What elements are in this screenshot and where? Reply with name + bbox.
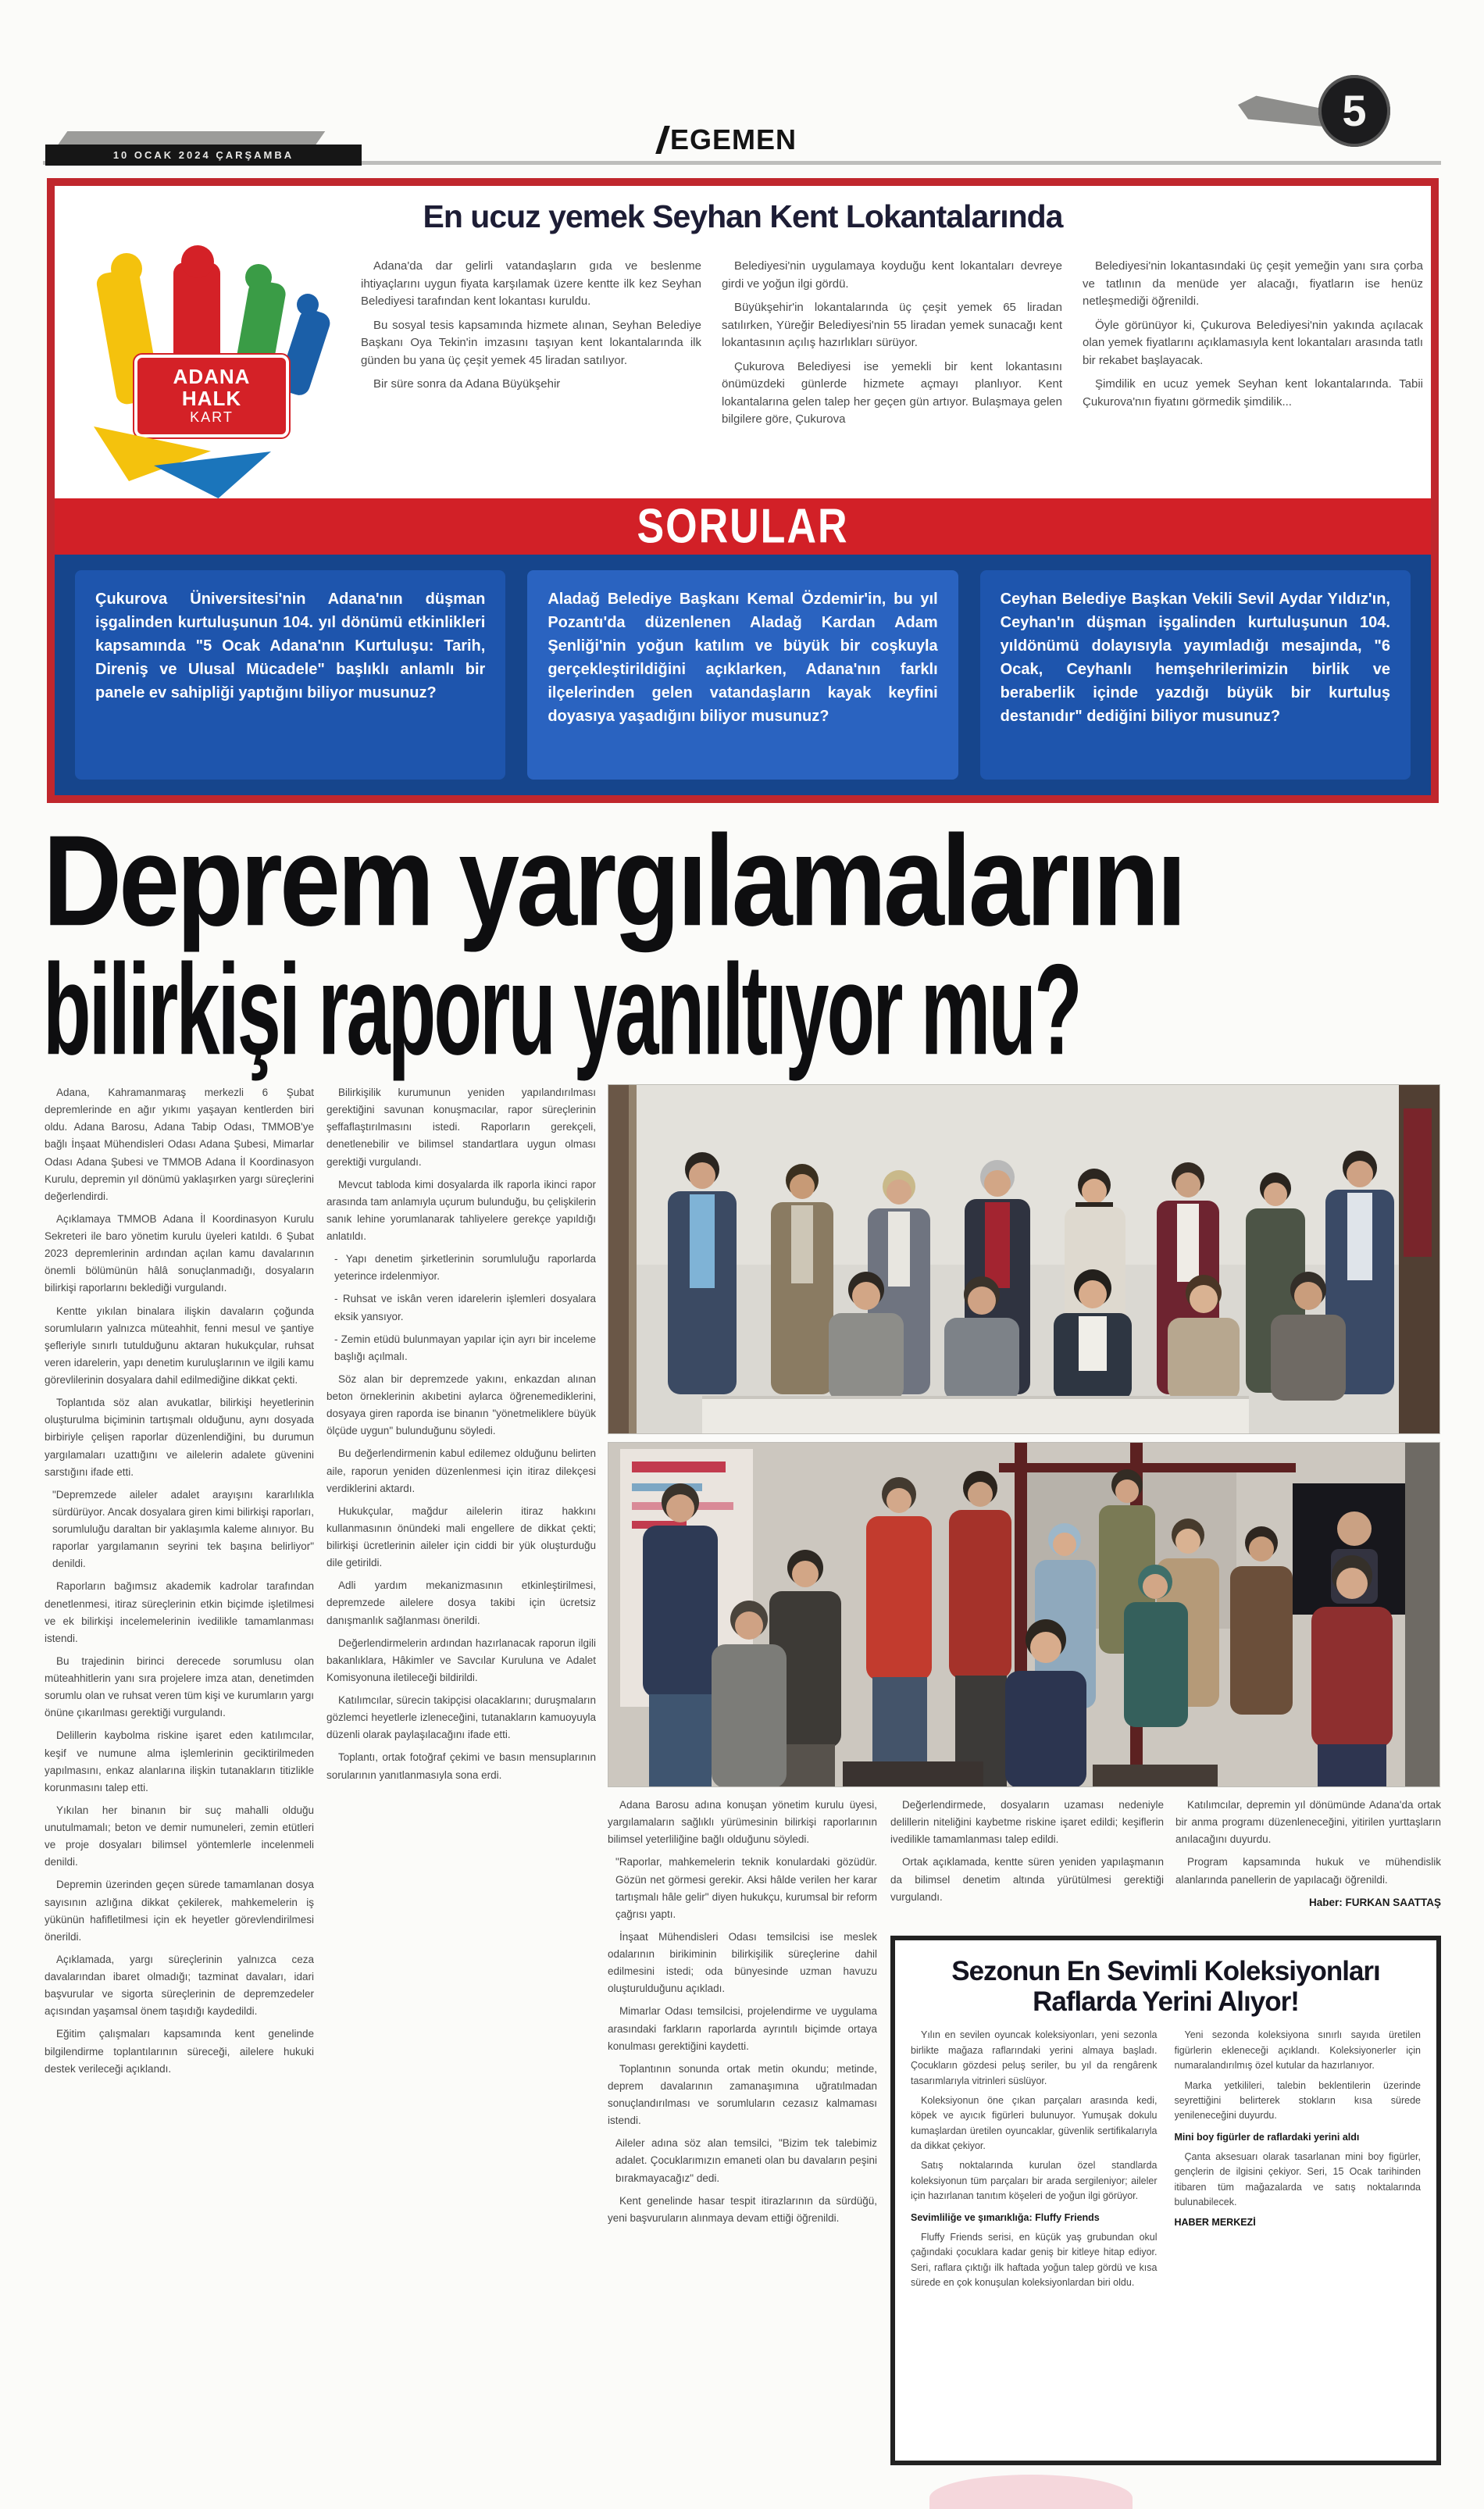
article-column-5 [1175,1797,1441,1926]
paragraph: Açıklamada, yargı süreçlerinin yalnızca ceza davalarından ibaret olmadığı; tazminat davaları, idari başvurular ve sigorta süreçlerinin de depremzedeler açısından yaşamsal önem taşıdığı kaydedildi. [45,1953,314,2018]
questions-panel [55,555,1431,795]
paragraph: Öyle görünüyor ki, Çukurova Belediyesi'nin yakında açılacak olan yemek fiyatlarını açıklamasıyla kent lokantaları arasında tatlı bir rekabet başlayacak. [1083,318,1423,367]
logo-text-3: KART [190,409,234,425]
paragraph: HABER MERKEZİ [1174,2216,1256,2228]
paragraph: Adana Barosu adına konuşan yönetim kurulu üyesi, yargılamaların sağlıklı yürümesinin bilirkişi raporlarının bilimsel yeterliliğine bağlı olduğunu söyledi. [608,1799,877,1846]
paragraph: Mimarlar Odası temsilcisi, projelendirme ve uygulama arasındaki farkların raporlarda ayrıntılı biçimde ortaya konulması gerektiğini kaydetti. [608,2005,877,2052]
questions-banner-label: SORULAR [637,499,849,554]
paragraph: Haber: FURKAN SAATTAŞ [1308,1896,1441,1908]
paragraph: Koleksiyonun öne çıkan parçaları arasında kedi, köpek ve ayıcık figürleri bulunuyor. Yumuşak dokulu kumaşlardan üretilen oyuncaklar, güvenlik sertifikalarıyla da dikkat çekiyor. [911,2094,1158,2151]
group-photo-press-conference [608,1084,1440,1434]
paragraph: Katılımcılar, depremin yıl dönümünde Adana'da ortak bir anma programı düzenleneceğini, yitirilen yurttaşların anılacağını duyurdu. [1175,1799,1441,1846]
question-box-3: Ceyhan Belediye Başkan Vekili Sevil Aydar Yıldız'ın, Ceyhan'ın düşman işgalinden kurtuluşunun 104. yıldönümü dolayısıyla yayımladığı mesajında, "6 Ocak, Ceyhanlı hemşehrilerimizin birlik ve beraberlik içinde yazdığı büyük bir kurtuluş destanıdır" dediğini biliyor musunuz? [980,570,1411,780]
logo-head-red [181,245,214,278]
paragraph: Hukukçular, mağdur ailelerin itiraz hakkını kullanmasının önündeki mali engellere de dikkat çekti; bilirkişi ücretlerinin aileler için ciddi bir yük oluşturduğu dile getirildi. [326,1504,596,1569]
photo2-graphic [608,1443,1440,1787]
paragraph: Delillerin kaybolma riskine işaret eden katılımcılar, keşif ve numune alma işlemlerinin geciktirilmeden yapılmasını, enkaz alanlarına ilişkin tutanakların titizlikle korunmasını talep etti. [45,1729,314,1793]
paragraph: Marka yetkilileri, talebin beklentilerin üzerinde seyrettiğini belirterek stokların kısa sürede yenileneceğini duyurdu. [1174,2079,1421,2122]
paragraph: - Yapı denetim şirketlerinin sorumluluğu raporlarda yeterince irdelenmiyor. [334,1253,596,1283]
article-column-2 [326,1084,596,2489]
masthead [660,123,797,156]
group-photo-crowd [608,1442,1440,1787]
masthead-title: EGEMEN [670,123,797,155]
paragraph: - Zemin etüdü bulunmayan yapılar için ayrı bir inceleme başlığı açılmalı. [334,1333,596,1362]
headline-line-1: Deprem yargılamalarını [43,808,1184,953]
page-number-badge [1318,75,1390,147]
paragraph: Ortak açıklamada, kentte süren yeniden yapılaşmanın da bilimsel denetim altında yürütülmesi gerektiği vurgulandı. [890,1856,1164,1903]
question-box-2: Aladağ Belediye Başkanı Kemal Özdemir'in, bu yıl Pozantı'da düzenlenen Aladağ Kardan Adam Şenliği'nin yoğun katılım ve büyük bir coşkuyla gerçekleştirildiğini açıklarken, Adana'nın farklı ilçelerinden gelen vatandaşların kayak keyfini doyasıya yaşadığını biliyor musunuz? [527,570,958,780]
paragraph: Belediyesi'nin lokantasındaki üç çeşit yemeğin yanı sıra çorba ve tatlının da menüde yer alacağı, fiyatların ise henüz netleşmediği öğrenildi. [1083,259,1423,308]
paragraph: Şimdilik en ucuz yemek Seyhan kent lokantalarında. Tabii Çukurova'nın fiyatını görmedik şimdilik... [1083,377,1423,409]
date-bar [45,145,362,166]
question-box-1: Çukurova Üniversitesi'nin Adana'nın düşman işgalinden kurtuluşunun 104. yıl dönümü etkinlikleri kapsamında "5 Ocak Adana'nın Kurtuluşu: Tarih, Direniş ve Ulusal Mücadele" başlıklı anlamlı bir panele ev sahipliği yaptığını biliyor musunuz? [75,570,505,780]
article-column-4 [890,1797,1164,1926]
top-story-box [47,178,1439,803]
top-story-col-2 [722,258,1062,492]
paragraph: Toplantı, ortak fotoğraf çekimi ve basın mensuplarının sorularının yanıtlanmasıyla sona erdi. [326,1751,596,1781]
paragraph: Yılın en sevilen oyuncak koleksiyonları, yeni sezonla birlikte mağaza raflarındaki yerini almaya başladı. Çocukların gözdesi peluş seriler, bu yıl da rengârenk tasarımlarıyla vitrinleri süslüyor. [911,2029,1158,2086]
logo-text-2: HALK [181,386,242,410]
paragraph: Kentte yıkılan binalara ilişkin davaların çoğunda sorumluların yalnızca müteahhit, fenni mesul ve şantiye şefleriyle sınırlı tutulduğunu aktaran hukukçular, ruhsat veren idarelerin, yapı denetim kuruluşlarının ve ilgili kamu görevlilerinin dosyalara dahil edilmediğine dikkat çekti. [45,1304,314,1386]
paragraph: Sevimliliğe ve şımarıklığa: Fluffy Friends [911,2211,1100,2223]
top-story-col-1 [361,258,701,492]
paragraph: Çanta aksesuarı olarak tasarlanan mini boy figürler, gençlerin de ilgisini çekiyor. Seri, 15 Ocak tarihinden itibaren tüm mağazalarda ve satış noktalarında bulunabilecek. [1174,2151,1421,2208]
paragraph: Bir süre sonra da Adana Büyükşehir [373,377,561,391]
top-story-columns [361,258,1423,492]
paragraph: Büyükşehir'in lokantalarında üç çeşit yemek 65 liradan satılırken, Yüreğir Belediyesi'nin 55 liradan yemek sunacağı kent lokantasının açılış hazırlıkları sürüyor. [722,301,1062,349]
box-story-col-1 [911,2028,1158,2395]
paragraph: Fluffy Friends serisi, en küçük yaş grubundan okul çağındaki çocuklara kadar geniş bir kitleye hitap ediyor. Seri, raflara çıktığı ilk haftada yoğun talep gördü ve kısa sürede en çok konuşulan koleksiyonlardan biri oldu. [911,2231,1158,2288]
paragraph: Eğitim çalışmaları kapsamında kent genelinde bilgilendirme toplantılarının süreceği, ailelere hukuki destek verileceği açıklandı. [45,2028,314,2075]
paragraph: Depremin üzerinden geçen sürede tamamlanan dosya sayısının azlığına dikkat çekilerek, mahkemelerin iş yükünün hafifletilmesi için ek heyetler görevlendirilmesi önerildi. [45,1879,314,1943]
paragraph: Çukurova Belediyesi ise yemekli bir kent lokantasını önümüzdeki günlerde hizmete açmayı planlıyor. Kent lokantalarına gelen talep her geçen gün artıyor. Bulaşmaya gelen bilgilere göre, Çukurova [722,359,1062,426]
box-story-columns [911,2028,1421,2395]
paragraph: Bilirkişilik kurumunun yeniden yapılandırılması gerektiğini savunan konuşmacılar, rapor süreçlerinin şeffaflaştırılmasını istedi. Raporların gerekçeli, denetlenebilir ve bilimsel standartlara uygun olması gerektiği vurgulandı. [326,1087,596,1168]
paragraph: Kent genelinde hasar tespit itirazlarının da sürdüğü, yeni başvuruların alınmaya devam ettiği öğrenildi. [608,2194,877,2224]
paragraph: Program kapsamında hukuk ve mühendislik alanlarında panellerin de yapılacağı öğrenildi. [1175,1856,1441,1886]
paragraph: Adana'da dar gelirli vatandaşların gıda ve beslenme ihtiyaçlarını uygun fiyata karşılamak üzere kentte ilk kez Seyhan Belediyesi tarafından kent lokantası kuruldu. [361,259,701,308]
questions-banner [55,498,1431,555]
paragraph: Satış noktalarında kurulan özel standlarda koleksiyonun tüm parçaları bir arada sergileniyor; aileler için hazırlanan tanıtım köşeleri de yoğun ilgi görüyor. [911,2160,1158,2202]
issue-date: 10 OCAK 2024 ÇARŞAMBA [112,149,294,161]
logo-head-green [245,264,272,291]
box-story [890,1936,1441,2465]
paragraph: - Ruhsat ve iskân veren idarelerin işlemleri dosyalara eksik yansıyor. [334,1293,596,1322]
paragraph: Yıkılan her binanın bir suç mahalli olduğu unutulmamalı; beton ve demir numuneleri, zemin etütleri ve proje dosyaları bilimsel yöntemlerle incelenmeli denildi. [45,1804,314,1868]
paragraph: Katılımcılar, sürecin takipçisi olacaklarını; duruşmaların gözlemci heyetlerle izleneceğini, tutanakların kamuoyuyla düzenli olarak paylaşılacağını ifade etti. [326,1694,596,1741]
logo-head-yellow [111,253,142,284]
paragraph: Açıklamaya TMMOB Adana İl Koordinasyon Kurulu Sekreteri ile baro yönetim kurulu üyeleri katıldı. 6 Şubat 2023 depremlerinin ardından açılan kamu davalarının önemli bölümünün hâlâ sonuçlanmadığı, dosyaların bilirkişi raporlarını beklediği vurgulandı. [45,1212,314,1294]
logo-head-blue [297,294,319,316]
box-story-title: Sezonun En Sevimli Koleksiyonları Raflarda Yerini Alıyor! [951,1956,1380,2018]
paragraph: "Depremzede aileler adalet arayışını kararlılıkla sürdürüyor. Ancak dosyalara giren kimi bilirkişi raporları, sorumluluğu daraltan bir yaklaşımla kaleme alınıyor. Bu raporlar yargılamanın seyrini tek başına belirliyor" denildi. [52,1488,314,1570]
main-headline [43,808,1441,1082]
paragraph: Adli yardım mekanizmasının etkinleştirilmesi, depremzede ailelere dosya takibi için ücretsiz danışmanlık sağlanması önerildi. [326,1579,596,1626]
article-column-3 [608,1797,877,2489]
paragraph: Söz alan bir depremzede yakını, enkazdan alınan beton örneklerinin akıbetini aylarca öğrenemediklerini, dosyaya giren raporda ise binanın "yönetmeliklere büyük ölçüde uygun" bulunduğunu söyledi. [326,1372,596,1437]
paragraph: "Raporlar, mahkemelerin teknik konulardaki gözüdür. Gözün net görmesi gerekir. Aksi hâlde verilen her karar tartışmalı hâle gelir" diyen hukukçu, kurumsal bir reform çağrısı yaptı. [615,1856,877,1920]
paragraph: Mini boy figürler de raflardaki yerini aldı [1174,2131,1360,2143]
paragraph: Toplantının sonunda ortak metin okundu; metinde, deprem davalarının zamanaşımına uğratılmadan sonuçlandırılması ve sorumluların cezasız kalmaması istendi. [608,2062,877,2127]
box-story-col-2 [1175,2028,1422,2395]
paragraph: Mevcut tabloda kimi dosyalarda ilk raporla ikinci rapor arasında tam anlamıyla uçurum bulunduğu, bu çelişkilerin sanık lehine yorumlanarak tahliyelere gerekçe yapıldığı anlatıldı. [326,1178,596,1242]
page-corner-graphic [929,2475,1133,2509]
adana-halk-kart-logo [80,255,330,489]
logo-banner [134,355,289,437]
paragraph: Adana, Kahramanmaraş merkezli 6 Şubat depremlerinde en ağır yıkımı yaşayan kentlerden biri oldu. Adana Barosu, Adana Tabip Odası, TMMOB'ye bağlı İnşaat Mühendisleri Odası Adana Şubesi, Mimarlar Odası Adana Şubesi ve TMMOB Adana İl Koordinasyon Kurulu, depremin yıl dönümü yaklaşırken yargı süreçlerini değerlendirdi. [45,1087,314,1202]
paragraph: Yeni sezonda koleksiyona sınırlı sayıda üretilen figürlerin ekleneceği açıklandı. Koleksiyonerler için numaralandırılmış özel kutular da hazırlanıyor. [1174,2029,1421,2072]
paragraph: Değerlendirmede, dosyaların uzaması nedeniyle delillerin niteliğini kaybetme riskine işaret edildi; keşiflerin ivedilikle tamamlanması talep edildi. [890,1799,1164,1846]
logo-text-1: ADANA [173,365,251,389]
paragraph: Toplantıda söz alan avukatlar, bilirkişi heyetlerinin oluşturulma biçiminin tartışmalı olduğunu, aynı dosyada birbiriyle çelişen raporlar düzenlendiğini, bu durumun yargılamaları uzattığını ve ailelerin adalete güvenini sarstığını ifade etti. [45,1397,314,1478]
paragraph: Belediyesi'nin uygulamaya koyduğu kent lokantaları devreye girdi ve yoğun ilgi gördü. [722,259,1062,291]
paragraph: İnşaat Mühendisleri Odası temsilcisi ise meslek odalarının birikiminin bilirkişilik süreçlerine dahil edilmesini istedi; oda bünyesinde uzman havuzu oluşturulduğunu açıkladı. [608,1930,877,1995]
paragraph: Bu trajedinin birinci derecede sorumlusu olan müteahhitlerin yanı sıra projelere imza atan, denetimden sorumlu olan ve ruhsat veren tüm kişi ve kurumların yargı önüne çıkarılması gerektiği vurgulandı. [45,1654,314,1719]
masthead-slash-icon [655,126,670,154]
top-story-col-3 [1083,258,1423,492]
top-story-title: En ucuz yemek Seyhan Kent Lokantalarında [423,198,1063,234]
photo1-graphic [608,1085,1440,1434]
date-wing-shape [58,131,326,145]
paragraph: Raporların bağımsız akademik kadrolar tarafından denetlenmesi, itiraz süreçlerinin etkin biçimde işletilmesi ve ek bilirkişi incelemelerinin ivedilikle tamamlanması istendi. [45,1580,314,1644]
paragraph: Değerlendirmelerin ardından hazırlanacak raporun ilgili bakanlıklara, Hâkimler ve Savcılar Kuruluna ve Adalet Komisyonuna iletileceği bildirildi. [326,1636,596,1683]
paragraph: Aileler adına söz alan temsilci, "Bizim tek talebimiz adalet. Çocuklarımızın emaneti olan bu davaların peşini bırakmayacağız" dedi. [615,2137,877,2184]
page-number: 5 [1342,86,1367,135]
paragraph: Bu değerlendirmenin kabul edilemez olduğunu belirten aile, raporun yeniden düzenlenmesi için itiraz dilekçesi verdiklerini aktardı. [326,1447,596,1494]
headline-line-2: bilirkişi raporu yanıltıyor mu? [43,937,1080,1082]
paragraph: Bu sosyal tesis kapsamında hizmete alınan, Seyhan Belediye Başkanı Oya Tekin'in imzasını taşıyan kent lokantalarında ilk günden bu yana üç çeşit yemek 45 liradan satılıyor. [361,318,701,367]
article-column-1 [45,1084,314,2489]
